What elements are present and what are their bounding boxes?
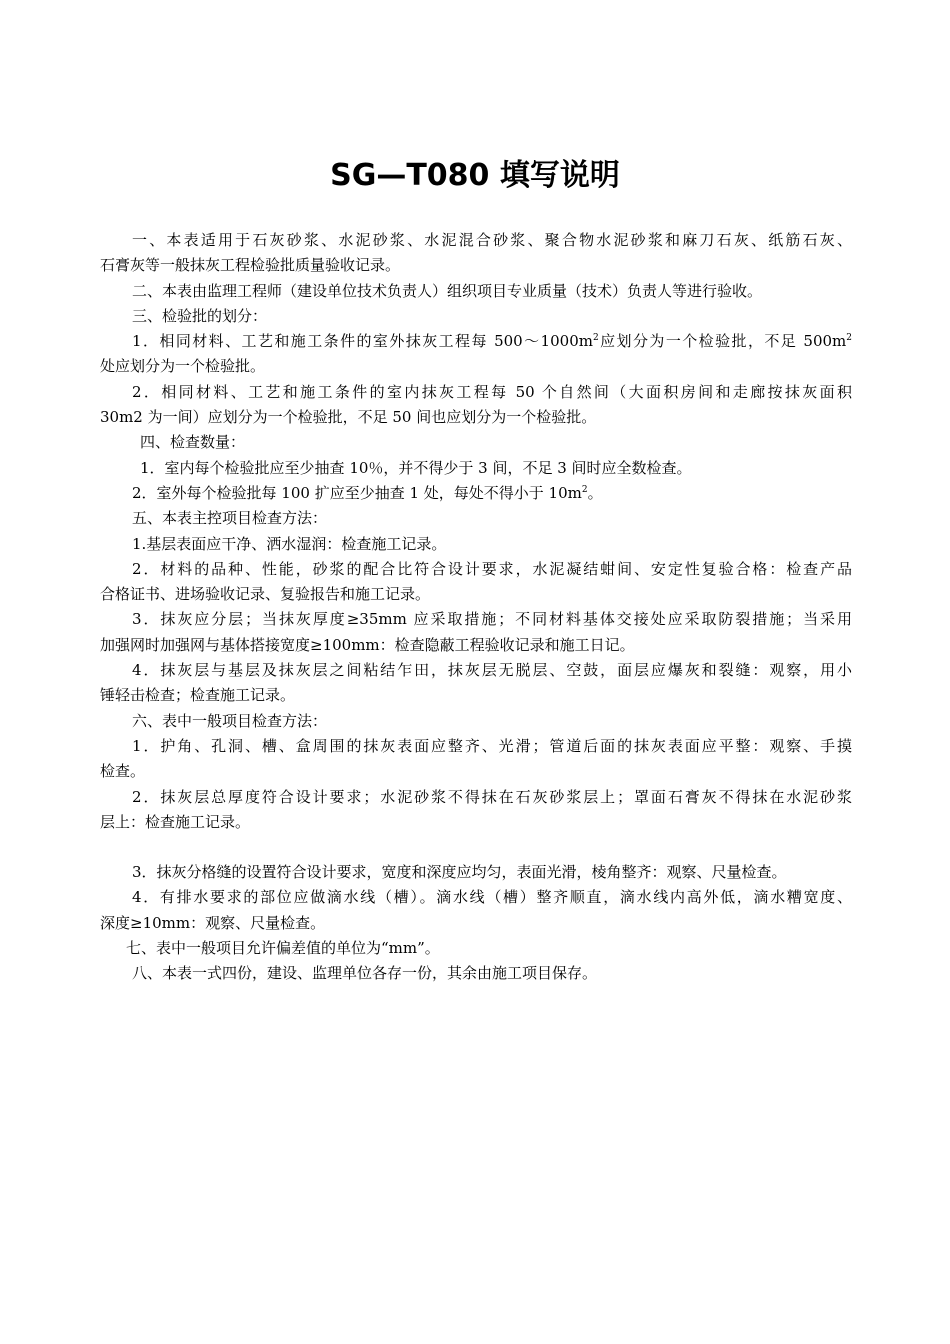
superscript: 2 [592, 333, 599, 344]
paragraph-line: 合格证书、进场验收记录、复验报告和施工记录。 [100, 585, 431, 604]
paragraph-line: 锤轻击检查；检查施工记录。 [100, 686, 296, 705]
document-body [100, 228, 852, 987]
paragraph-line: 1.基层表面应干净、洒水湿润：检查施工记录。 [132, 534, 447, 553]
paragraph-line: 4．有排水要求的部位应做滴水线（槽）。滴水线（槽）整齐顺直，滴水线内高外低，滴水糟宽度、 [132, 888, 852, 907]
paragraph-line: 二、本表由监理工程师（建设单位技术负责人）组织项目专业质量（技术）负责人等进行验收。 [132, 281, 763, 300]
section-heading: 四、检查数量： [140, 433, 246, 452]
line-text: 1．相同材料、工艺和施工条件的室外抹灰工程每 500～1000m [132, 332, 593, 351]
line-text: 应划分为一个检验批，不足 500m [598, 332, 847, 351]
section-heading: 六、表中一般项目检查方法： [132, 711, 328, 730]
section-heading: 八、本表一式四份，建设、监理单位各存一份，其余由施工项目保存。 [132, 964, 598, 983]
paragraph-line: 2．材料的品种、性能，砂浆的配合比符合设计要求，水泥凝结蚶间、安定性复验合格：检查产品 [132, 559, 852, 578]
superscript: 2 [846, 333, 852, 344]
paragraph-line: 石膏灰等一般抹灰工程检验批质量验收记录。 [100, 256, 401, 275]
paragraph-line: 2．抹灰层总厚度符合设计要求；水泥砂浆不得抹在石灰砂浆层上；罩面石膏灰不得抹在水泥砂浆 [132, 787, 852, 806]
paragraph-line [100, 329, 852, 354]
paragraph-line: 一、本表适用于石灰砂浆、水泥砂浆、水泥混合砂浆、聚合物水泥砂浆和麻刀石灰、纸筋石灰、 [132, 231, 852, 249]
paragraph-line: 层上：检查施工记录。 [100, 812, 251, 831]
section-heading: 五、本表主控项目检查方法： [132, 509, 328, 528]
paragraph-line: 2．相同材料、工艺和施工条件的室内抹灰工程每 50 个自然间（大面积房间和走廊按抹灰面积 [132, 382, 852, 401]
section-heading: 三、检验批的划分： [132, 306, 268, 325]
paragraph-line: 3．抹灰分格缝的设置符合设计要求，宽度和深度应均匀，表面光滑，棱角整齐：观察、尺量检查。 [132, 863, 787, 882]
line-text: 。 [587, 483, 603, 502]
page-title: SG—T080 填写说明 [330, 158, 620, 193]
superscript: 2 [581, 484, 588, 495]
paragraph-line: 30m2 为一间）应划分为一个检验批，不足 50 间也应划分为一个检验批。 [100, 408, 597, 427]
line-text: 2．室外每个检验批每 100 扩应至少抽查 1 处，每处不得小于 10m [132, 483, 582, 502]
paragraph-line: 1．室内每个检验批应至少抽查 10％，并不得少于 3 间，不足 3 间时应全数检查。 [140, 458, 692, 477]
paragraph-line: 深度≥10mm：观察、尺量检查。 [100, 913, 326, 932]
paragraph-line: 1．护角、孔洞、槽、盒周围的抹灰表面应整齐、光滑；管道后面的抹灰表面应平整：观察、手摸 [132, 736, 852, 755]
paragraph-line: 加强网时加强网与基体搭接宽度≥100mm：检查隐蔽工程验收记录和施工日记。 [100, 635, 635, 654]
paragraph-line: 4．抹灰层与基层及抹灰层之间粘结乍田，抹灰层无脱层、空鼓，面层应爆灰和裂缝：观察，用小 [132, 661, 852, 680]
paragraph-line: 检查。 [100, 762, 146, 781]
paragraph-line: 处应划分为一个检验批。 [100, 357, 266, 376]
paragraph-line [100, 481, 852, 506]
blank-line [100, 835, 852, 860]
paragraph-line: 3．抹灰应分层；当抹灰厚度≥35mm 应采取措施；不同材料基体交接处应采取防裂措施；当采用 [132, 610, 852, 629]
section-heading: 七、表中一般项目允许偏差值的单位为“mm”。 [126, 939, 440, 958]
